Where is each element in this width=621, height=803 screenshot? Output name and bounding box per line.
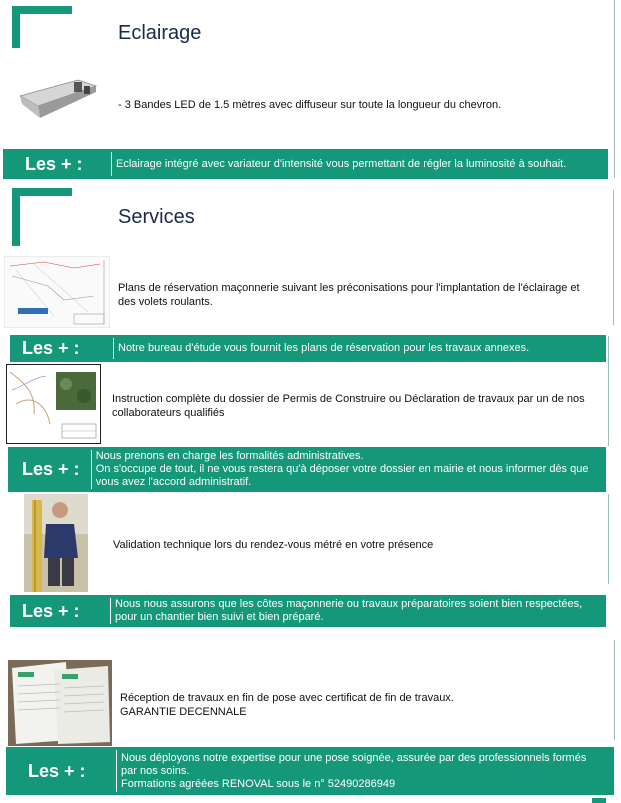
right-edge-line	[614, 66, 615, 178]
plus-label: Les + :	[28, 760, 86, 781]
service-description: Instruction complète du dossier de Permis de Construire ou Déclaration de travaux par un de nos collaborateurs qualifiés	[112, 393, 585, 419]
service-guarantee: GARANTIE DECENNALE	[120, 706, 247, 718]
service-description: Plans de réservation maçonnerie suivant les préconisations pour l'implantation de l'éclairage et des volets roulants.	[118, 282, 580, 308]
band-separator	[110, 598, 111, 624]
reservation-plan-image	[4, 256, 110, 328]
plus-label: Les + :	[22, 600, 80, 621]
plus-label: Les + :	[22, 459, 80, 479]
plus-label: Les + :	[25, 153, 83, 174]
plus-text: On s'occupe de tout, il ne vous restera qu'à déposer votre dossier en mairie et nous informer dès que vous avez l'accord administratif.	[95, 463, 589, 488]
right-edge-line	[613, 190, 614, 325]
band-separator	[116, 750, 117, 792]
plus-text: Nous déployons notre expertise pour une pose soignée, assurée par des professionnels formés par nos soins.	[121, 751, 587, 777]
plus-band-service	[6, 747, 614, 795]
plus-text: Eclairage intégré avec variateur d'intensité vous permettant de régler la luminosité à souhait.	[116, 157, 567, 170]
plus-band-service	[10, 335, 606, 362]
plus-text: Formations agréées RENOVAL sous le n° 52490286949	[121, 777, 396, 790]
plus-text-block	[121, 752, 591, 791]
service-description: Réception de travaux en fin de pose avec certificat de fin de travaux.	[120, 692, 454, 704]
plus-text: Nous prenons en charge les formalités administratives.	[95, 450, 364, 462]
band-separator	[91, 450, 92, 489]
right-edge-line	[608, 336, 609, 446]
plus-text-block	[96, 450, 606, 489]
led-profile-image	[18, 76, 98, 124]
right-edge-line	[614, 640, 615, 740]
section-corner-mark	[12, 188, 72, 246]
eclairage-description: - 3 Bandes LED de 1.5 mètres avec diffuseur sur toute la longueur du chevron.	[118, 99, 502, 111]
certificate-photo-image	[8, 660, 112, 746]
technician-photo-image	[24, 494, 88, 592]
footer-mark	[592, 798, 606, 803]
service-description: Validation technique lors du rendez-vous métré en votre présence	[113, 539, 434, 551]
section-corner-mark	[12, 6, 72, 48]
section-title-services: Services	[118, 206, 195, 228]
band-separator	[111, 152, 112, 176]
plus-band-service	[8, 447, 606, 492]
plus-label: Les + :	[22, 338, 80, 358]
right-edge-line	[614, 0, 615, 66]
plus-text: Notre bureau d'étude vous fournit les plans de réservation pour les travaux annexes.	[118, 342, 530, 354]
plus-band-service	[10, 595, 606, 627]
service-description-block	[120, 691, 454, 719]
plus-text: Nous nous assurons que les côtes maçonnerie ou travaux préparatoires soient bien respectées, pour un chantier bien suivi et bien préparé.	[115, 598, 583, 623]
permit-map-image	[6, 364, 101, 444]
section-title-eclairage: Eclairage	[118, 22, 202, 44]
band-separator	[113, 338, 114, 359]
plus-band-eclairage	[3, 149, 608, 179]
right-edge-line	[608, 494, 609, 584]
